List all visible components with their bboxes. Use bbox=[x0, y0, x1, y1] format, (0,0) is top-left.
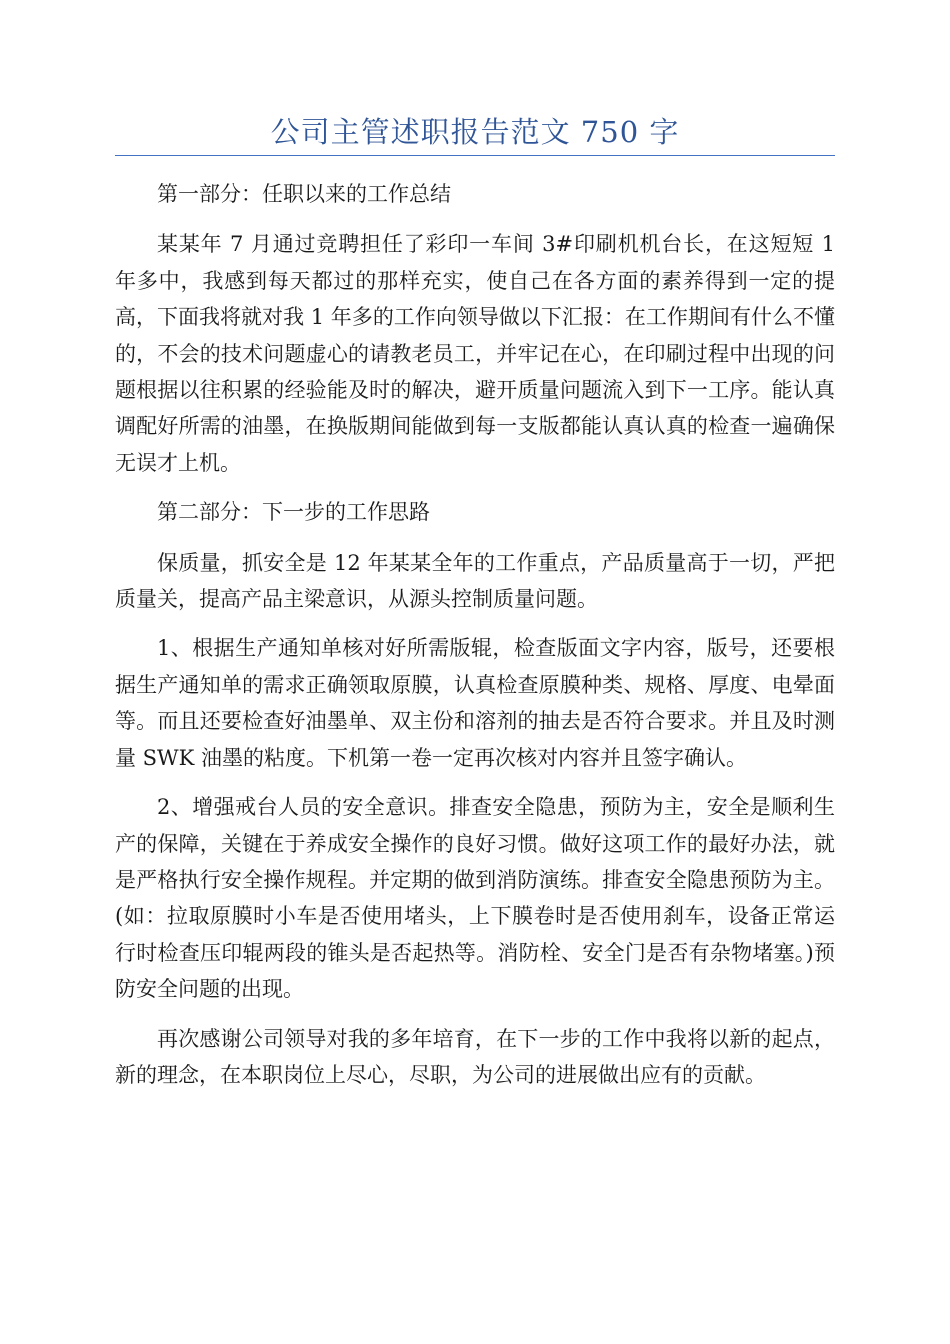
paragraph-quality-safety: 保质量，抓安全是 12 年某某全年的工作重点，产品质量高于一切，严把质量关，提高产品主梁意识，从源头控制质量问题。 bbox=[115, 550, 835, 612]
document-title: 公司主管述职报告范文 750 字 bbox=[270, 115, 680, 149]
section-heading-2: 第二部分：下一步的工作思路 bbox=[157, 500, 430, 525]
title-underline bbox=[115, 155, 835, 156]
paragraph-item-2: 2、增强戒台人员的安全意识。排查安全隐患，预防为主，安全是顺利生产的保障，关键在于养成安全操作的良好习惯。做好这项工作的最好办法，就是严格执行安全操作规程。并定期的做到消防演练。排查安全隐患预防为主。(如：拉取原膜时小车是否使用堵头，上下膜卷时是否使用刹车，设备正常运行时检查压印辊两段的锥头是否起热等。消防栓、安全门是否有杂物堵塞。)预防安全问题的出现。 bbox=[115, 795, 835, 1002]
paragraph-closing: 再次感谢公司领导对我的多年培育，在下一步的工作中我将以新的起点，新的理念，在本职岗位上尽心，尽职，为公司的进展做出应有的贡献。 bbox=[115, 1026, 835, 1087]
document-body bbox=[115, 176, 835, 1106]
paragraph-item-1: 1、根据生产通知单核对好所需版辊，检查版面文字内容，版号，还要根据生产通知单的需求正确领取原膜，认真检查原膜种类、规格、厚度、电晕面等。而且还要检查好油墨单、双主份和溶剂的抽去是否符合要求。并且及时测量 SWK 油墨的粘度。下机第一卷一定再次核对内容并且签字确认。 bbox=[115, 636, 835, 770]
section-heading-1: 第一部分：任职以来的工作总结 bbox=[157, 182, 451, 206]
paragraph-work-summary: 某某年 7 月通过竞聘担任了彩印一车间 3#印刷机机台长，在这短短 1 年多中，我感到每天都过的那样充实，使自己在各方面的素养得到一定的提高，下面我将就对我 1 年多的工作向领导做以下汇报：在工作期间有什么不懂的，不会的技术问题虚心的请教老员工，并牢记在心，在印刷过程中出现的问题根据以往积累的经验能及时的解决，避开质量问题流入到下一工序。能认真调配好所需的油墨，在换版期间能做到每一支版都能认真认真的检查一遍确保无误才上机。 bbox=[115, 232, 835, 475]
